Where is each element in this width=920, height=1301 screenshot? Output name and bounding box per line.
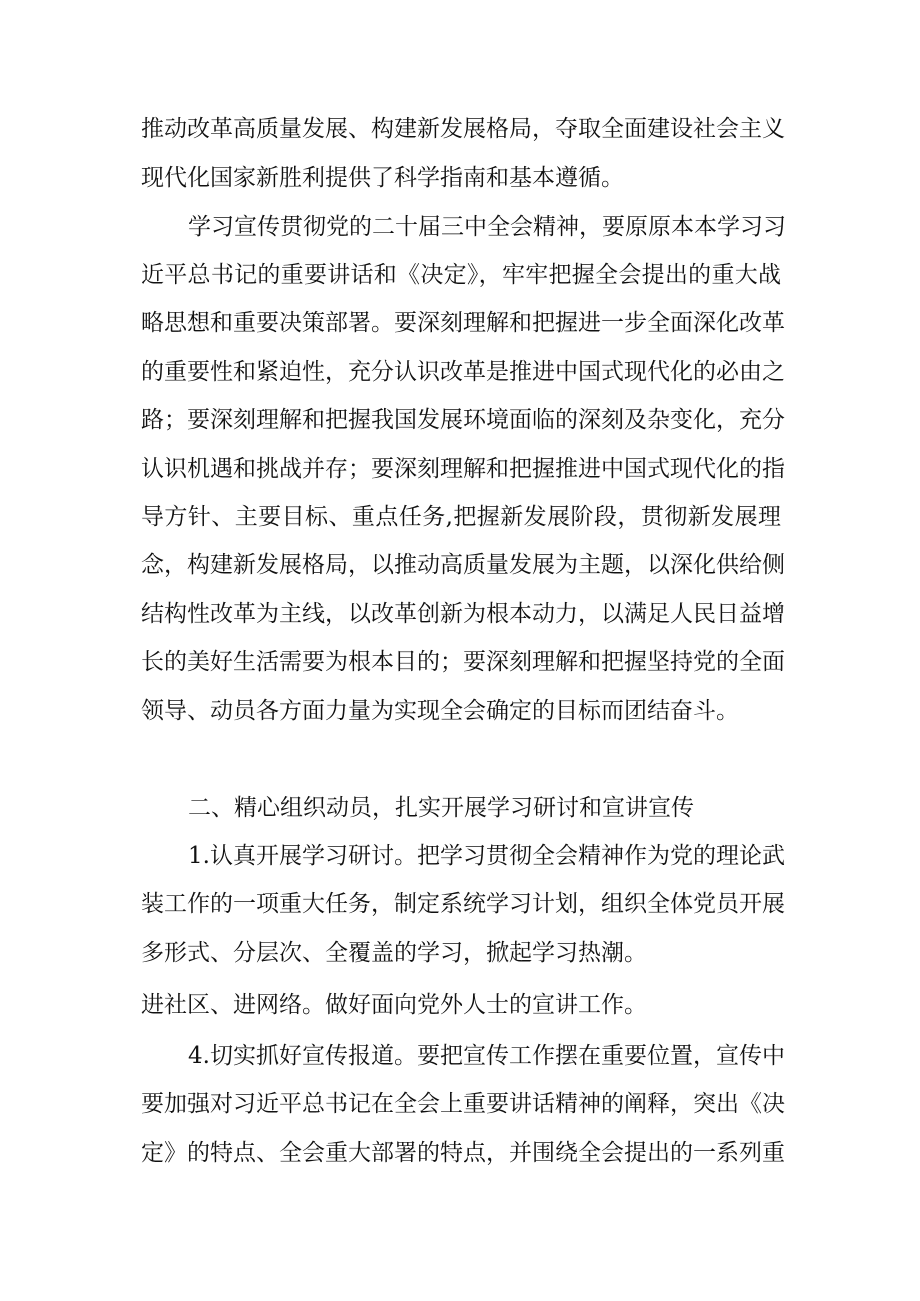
- paragraph-line: 路；要深刻理解和把握我国发展环境面临的深刻及杂变化，充分: [141, 407, 785, 433]
- paragraph-line: 的重要性和紧迫性，充分认识改革是推进中国式现代化的必由之: [141, 359, 785, 385]
- paragraph-line: 念，构建新发展格局，以推动高质量发展为主题，以深化供给侧: [141, 552, 785, 578]
- paragraph-line: 进社区、进网络。做好面向党外人士的宣讲工作。: [141, 992, 647, 1018]
- section-heading: 二、精心组织动员，扎实开展学习研讨和宣讲宣传: [188, 795, 694, 821]
- paragraph-line: 导方针、主要目标、重点任务,把握新发展阶段，贯彻新发展理: [141, 504, 781, 530]
- paragraph-line: 4.切实抓好宣传报道。要把宣传工作摆在重要位置，宣传中: [188, 1043, 785, 1069]
- paragraph-line: 推动改革高质量发展、构建新发展格局，夺取全面建设社会主义: [141, 116, 785, 142]
- paragraph-line: 1.认真开展学习研讨。把学习贯彻全会精神作为党的理论武: [188, 843, 785, 869]
- paragraph-line: 定》的特点、全会重大部署的特点，并围绕全会提出的一系列重: [141, 1140, 785, 1166]
- paragraph-line: 学习宣传贯彻党的二十届三中全会精神，要原原本本学习习: [188, 214, 786, 240]
- paragraph-line: 多形式、分层次、全覆盖的学习，掀起学习热潮。: [141, 940, 647, 966]
- paragraph-line: 装工作的一项重大任务，制定系统学习计划，组织全体党员开展: [141, 891, 785, 917]
- paragraph-line: 认识机遇和挑战并存；要深刻理解和把握推进中国式现代化的指: [141, 456, 785, 482]
- paragraph-line: 要加强对习近平总书记在全会上重要讲话精神的阐释，突出《决: [141, 1091, 785, 1117]
- paragraph-line: 近平总书记的重要讲话和《决定》，牢牢把握全会提出的重大战: [141, 262, 781, 288]
- paragraph-line: 略思想和重要决策部署。要深刻理解和把握进一步全面深化改革: [141, 310, 785, 336]
- paragraph-line: 结构性改革为主线，以改革创新为根本动力，以满足人民日益增: [141, 601, 785, 627]
- paragraph-line: 现代化国家新胜利提供了科学指南和基本遵循。: [141, 165, 624, 191]
- paragraph-line: 长的美好生活需要为根本目的；要深刻理解和把握坚持党的全面: [141, 649, 785, 675]
- paragraph-line: 领导、动员各方面力量为实现全会确定的目标而团结奋斗。: [141, 698, 739, 724]
